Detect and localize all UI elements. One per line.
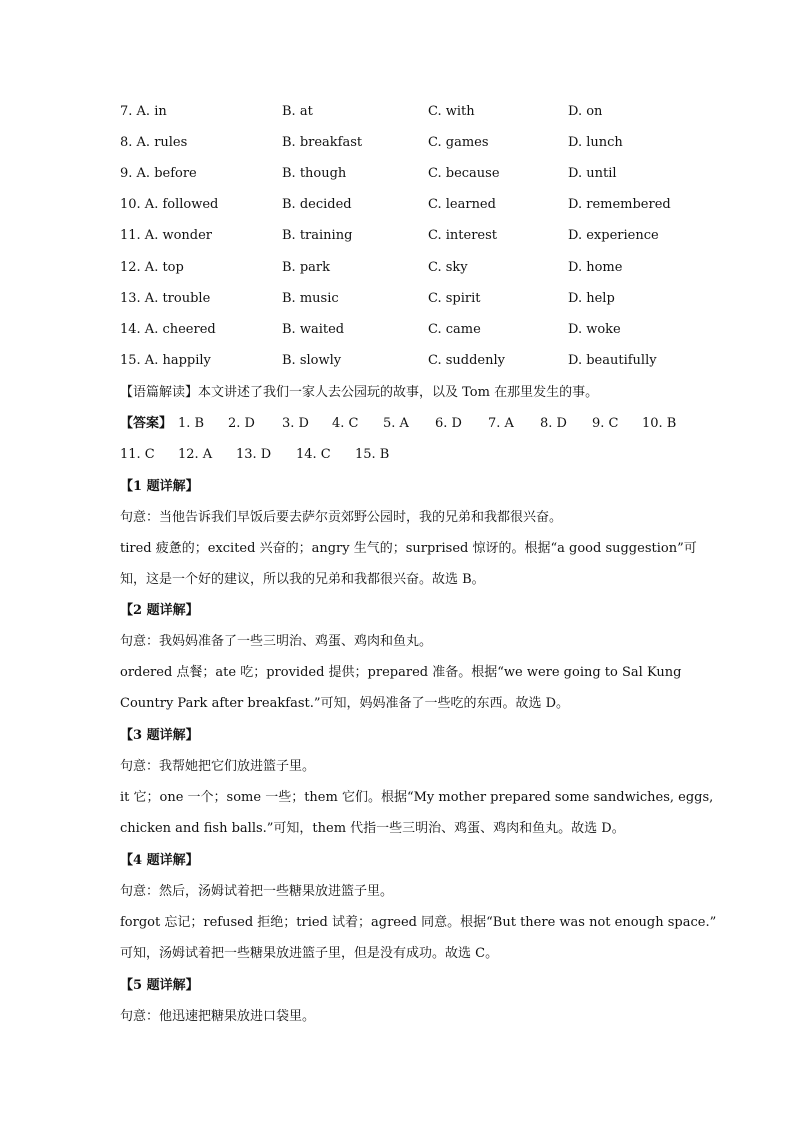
explanation-line: 句意：我妈妈准备了一些三明治、鸡蛋、鸡肉和鱼丸。 [120, 634, 433, 649]
passage-intro: 【语篇解读】本文讲述了我们一家人去公园玩的故事，以及 Tom 在那里发生的事。 [120, 385, 599, 400]
answer-item: 13. D [236, 447, 272, 462]
explanation-line: 可知，汤姆试着把一些糖果放进篮子里，但是没有成功。故选 C。 [120, 946, 499, 961]
explanation-line: ordered 点餐；ate 吃；provided 提供；prepared 准备。根据“we were going to Sal Kung [120, 665, 682, 680]
option-b: B. breakfast [282, 135, 363, 150]
answer-item: 4. C [332, 416, 359, 431]
option-d: D. beautifully [568, 353, 657, 368]
explanation-line: Country Park after breakfast.”可知，妈妈准备了一些吃的东西。故选 D。 [120, 696, 570, 711]
option-a: 7. A. in [120, 104, 167, 119]
option-d: D. woke [568, 322, 621, 337]
option-c: C. with [428, 104, 475, 119]
explanation-line: it 它；one 一个；some 一些；them 它们。根据“My mother prepared some sandwiches, eggs, [120, 790, 714, 805]
option-d: D. help [568, 291, 615, 306]
answer-item: 3. D [282, 416, 309, 431]
option-c: C. sky [428, 260, 468, 275]
option-b: B. decided [282, 197, 352, 212]
option-b: B. slowly [282, 353, 342, 368]
option-a: 13. A. trouble [120, 291, 211, 306]
explanation-line: 句意：当他告诉我们早饭后要去萨尔贡郊野公园时，我的兄弟和我都很兴奋。 [120, 510, 563, 525]
option-a: 12. A. top [120, 260, 184, 275]
option-row [120, 194, 700, 216]
option-a: 9. A. before [120, 166, 197, 181]
explanation-line: 句意：我帮她把它们放进篮子里。 [120, 759, 316, 774]
option-c: C. spirit [428, 291, 481, 306]
explanation-heading: 【2 题详解】 [120, 603, 199, 618]
option-b: B. though [282, 166, 347, 181]
answer-item: 7. A [488, 416, 514, 431]
option-d: D. remembered [568, 197, 671, 212]
option-row [120, 101, 700, 123]
option-row [120, 319, 700, 341]
explanation-line: chicken and fish balls.”可知，them 代指一些三明治、鸡蛋、鸡肉和鱼丸。故选 D。 [120, 821, 625, 836]
answer-item: 5. A [383, 416, 409, 431]
option-d: D. lunch [568, 135, 623, 150]
option-c: C. learned [428, 197, 496, 212]
answer-item: 10. B [642, 416, 677, 431]
option-b: B. waited [282, 322, 345, 337]
option-row [120, 225, 700, 247]
option-b: B. park [282, 260, 330, 275]
option-b: B. training [282, 228, 353, 243]
explanation-line: tired 疲惫的；excited 兴奋的；angry 生气的；surprised 惊讶的。根据“a good suggestion”可 [120, 541, 697, 556]
option-c: C. came [428, 322, 481, 337]
answer-item: 6. D [435, 416, 462, 431]
explanation-heading: 【4 题详解】 [120, 853, 199, 868]
answer-item: 8. D [540, 416, 567, 431]
option-a: 14. A. cheered [120, 322, 216, 337]
explanation-heading: 【3 题详解】 [120, 728, 199, 743]
option-row [120, 163, 700, 185]
option-c: C. because [428, 166, 500, 181]
option-d: D. experience [568, 228, 659, 243]
option-row [120, 257, 700, 279]
explanation-line: 知，这是一个好的建议，所以我的兄弟和我都很兴奋。故选 B。 [120, 572, 485, 587]
option-row [120, 288, 700, 310]
explanation-line: 句意：然后，汤姆试着把一些糖果放进篮子里。 [120, 884, 394, 899]
answer-item: 11. C [120, 447, 155, 462]
answer-item: 1. B [178, 416, 205, 431]
option-b: B. at [282, 104, 313, 119]
answer-item: 2. D [228, 416, 255, 431]
answer-key-row-1 [120, 413, 700, 435]
answer-item: 15. B [355, 447, 390, 462]
explanation-line: 句意：他迅速把糖果放进口袋里。 [120, 1009, 316, 1024]
option-a: 11. A. wonder [120, 228, 213, 243]
option-c: C. suddenly [428, 353, 506, 368]
option-row [120, 132, 700, 154]
explanation-heading: 【1 题详解】 [120, 479, 199, 494]
option-c: C. games [428, 135, 489, 150]
answer-item: 12. A [178, 447, 213, 462]
option-a: 8. A. rules [120, 135, 188, 150]
option-c: C. interest [428, 228, 497, 243]
option-d: D. on [568, 104, 603, 119]
answer-key-row-2 [120, 444, 700, 466]
option-row [120, 350, 700, 372]
answer-label: 【答案】 [120, 416, 173, 431]
explanation-heading: 【5 题详解】 [120, 978, 199, 993]
option-b: B. music [282, 291, 339, 306]
option-d: D. home [568, 260, 623, 275]
answer-item: 9. C [592, 416, 619, 431]
option-a: 15. A. happily [120, 353, 211, 368]
answer-item: 14. C [296, 447, 331, 462]
option-d: D. until [568, 166, 617, 181]
option-a: 10. A. followed [120, 197, 219, 212]
explanation-line: forgot 忘记；refused 拒绝；tried 试着；agreed 同意。根据“But there was not enough space.” [120, 915, 717, 930]
